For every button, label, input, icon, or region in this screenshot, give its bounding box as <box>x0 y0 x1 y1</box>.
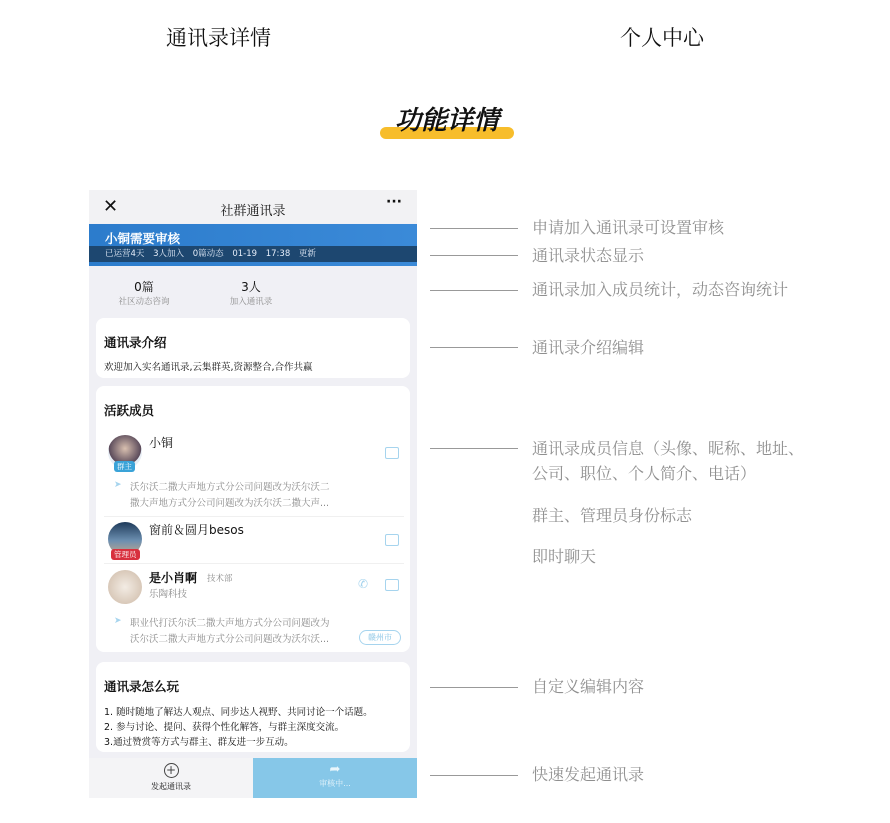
review-label: 审核中... <box>319 779 351 788</box>
create-contact-button[interactable] <box>89 758 253 798</box>
annotation: 通讯录介绍编辑 <box>532 338 645 357</box>
annotation-line <box>430 347 518 348</box>
intro-card[interactable] <box>96 318 410 378</box>
annotation-line <box>430 255 518 256</box>
divider <box>104 516 404 517</box>
member-dept: 技术部 <box>207 574 233 584</box>
chat-icon[interactable] <box>385 579 399 591</box>
location-icon: ➤ <box>114 480 122 490</box>
intro-text: 欢迎加入实名通讯录,云集群英,资源整合,合作共赢 <box>104 362 313 373</box>
annotation: 通讯录成员信息（头像、昵称、地址、 <box>532 439 805 458</box>
stat-members[interactable] <box>196 278 306 307</box>
chat-icon[interactable] <box>385 447 399 459</box>
avatar <box>108 570 142 604</box>
chat-icon[interactable] <box>385 534 399 546</box>
nav-bar <box>89 190 417 223</box>
divider <box>104 563 404 564</box>
member-bio: 沃尔沃二撒大声地方式分公司问题改为沃尔沃... <box>130 634 330 645</box>
annotation: 群主、管理员身份标志 <box>532 506 693 525</box>
howto-line: 2. 参与讨论、提问、获得个性化解答，与群主深度交流。 <box>104 722 345 733</box>
review-button[interactable] <box>253 758 417 798</box>
annotation-line <box>430 290 518 291</box>
status-banner <box>89 224 417 266</box>
howto-line: 1. 随时随地了解达人观点、同步达人视野、共同讨论一个话题。 <box>104 707 373 718</box>
phone-screen <box>89 190 417 798</box>
annotation-line <box>430 775 518 776</box>
stat-label: 加入通讯录 <box>229 297 273 307</box>
stat-value: 3人 <box>241 280 261 294</box>
member-company: 乐陶科技 <box>149 589 188 600</box>
plus-circle-icon: + <box>164 763 179 778</box>
members-card <box>96 386 410 652</box>
stat-posts[interactable] <box>89 278 199 307</box>
location-icon: ➤ <box>114 616 122 626</box>
member-item[interactable] <box>96 430 410 514</box>
stat-value: 0篇 <box>134 280 154 294</box>
nav-title: 社群通讯录 <box>220 204 286 219</box>
create-label: 发起通讯录 <box>151 782 191 791</box>
annotation: 通讯录加入成员统计，动态咨询统计 <box>532 280 789 299</box>
annotation-line <box>430 228 518 229</box>
admin-badge: 管理员 <box>111 549 140 560</box>
member-item[interactable] <box>96 566 410 652</box>
city-tag: 赣州市 <box>359 630 401 645</box>
stat-label: 社区动态咨询 <box>118 297 170 307</box>
howto-card[interactable] <box>96 662 410 752</box>
member-bio: 职业代打沃尔沃二撒大声地方式分公司问题改为 <box>130 618 330 629</box>
intro-title: 通讯录介绍 <box>104 335 167 350</box>
header-personal-center: 个人中心 <box>620 26 704 50</box>
bottom-bar <box>89 758 417 798</box>
howto-line: 3.通过赞赏等方式与群主、群友进一步互动。 <box>104 737 294 748</box>
member-name: 窗前＆圆月besos <box>149 523 244 537</box>
howto-title: 通讯录怎么玩 <box>104 679 180 694</box>
more-icon[interactable]: ··· <box>386 194 402 210</box>
member-name: 是小肖啊 <box>149 571 198 585</box>
section-title-text: 功能详情 <box>394 106 499 136</box>
header-contact-detail: 通讯录详情 <box>166 26 271 50</box>
annotation: 公司、职位、个人简介、电话） <box>532 464 757 483</box>
annotation: 快速发起通讯录 <box>532 765 645 784</box>
review-title: 小铜需要审核 <box>105 231 181 246</box>
owner-badge: 群主 <box>114 461 135 472</box>
section-title <box>378 100 516 142</box>
member-bio: 撒大声地方式分公司问题改为沃尔沃二撒大声... <box>130 498 330 509</box>
annotation: 通讯录状态显示 <box>532 246 645 265</box>
share-icon: ➦ <box>329 762 341 777</box>
annotation: 申请加入通讯录可设置审核 <box>532 218 725 237</box>
member-name: 小铜 <box>149 436 174 450</box>
annotation-line <box>430 448 518 449</box>
annotation: 自定义编辑内容 <box>532 677 645 696</box>
member-bio: 沃尔沃二撒大声地方式分公司问题改为沃尔沃二 <box>130 482 330 493</box>
status-strip: 已运营4天 3人加入 0篇动态 01-19 17:38 更新 <box>89 246 417 262</box>
close-icon[interactable]: ✕ <box>103 196 119 217</box>
member-item[interactable] <box>96 518 410 562</box>
phone-icon[interactable]: ✆ <box>358 577 369 591</box>
annotation-line <box>430 687 518 688</box>
members-title: 活跃成员 <box>104 403 155 418</box>
annotation: 即时聊天 <box>532 547 597 566</box>
